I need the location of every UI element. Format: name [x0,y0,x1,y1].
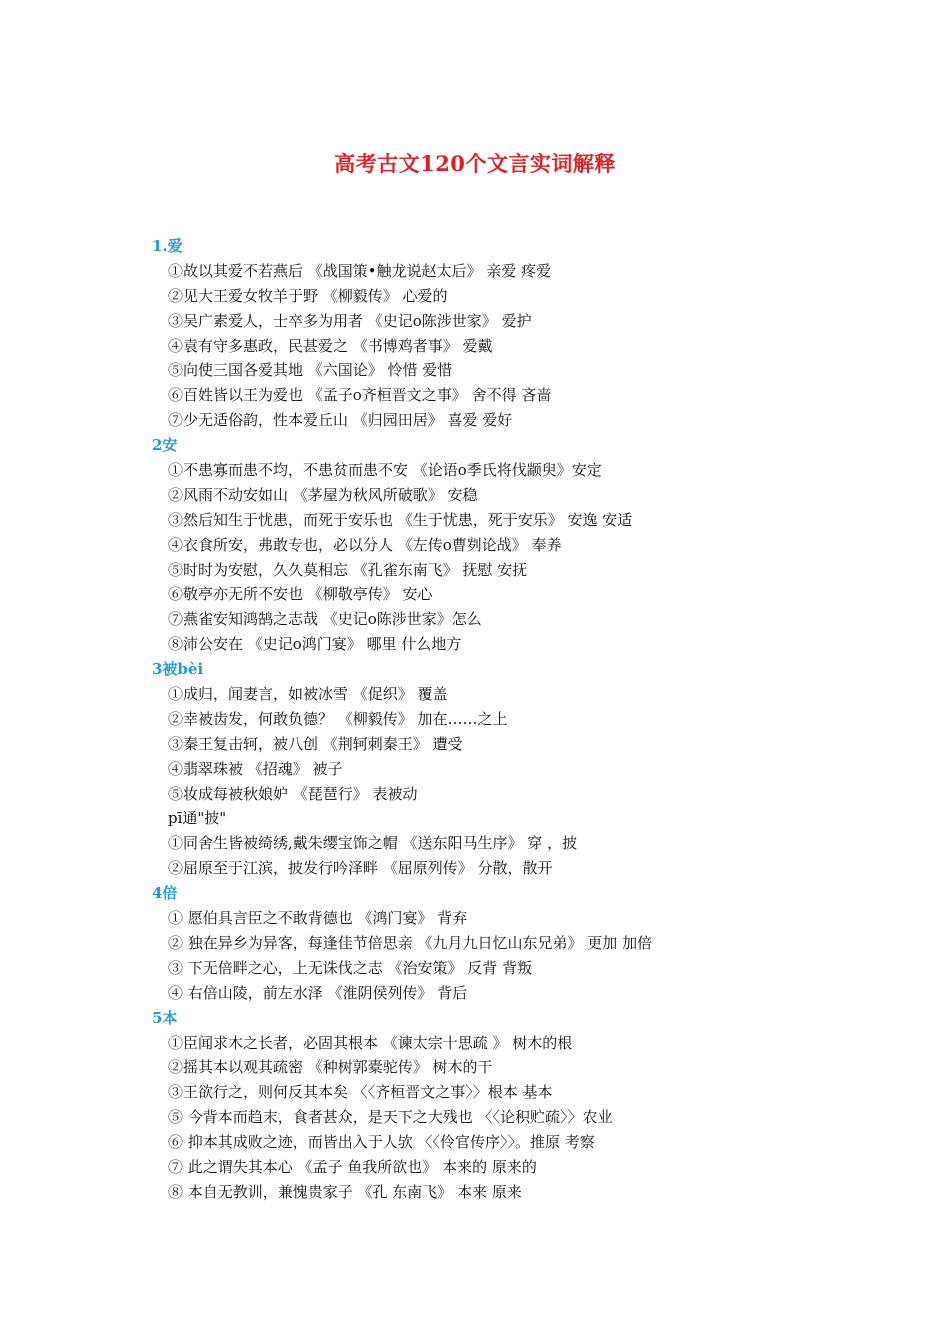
definition-line: ③然后知生于忧患，而死于安乐也 《生于忧患，死于安乐》 安逸 安适 [168,510,633,529]
entry-heading: 2安 [152,436,178,455]
definition-line: ⑧沛公安在 《史记ο鸿门宴》 哪里 什么地方 [168,635,462,654]
entry-heading: 3被bèi [152,660,204,679]
definition-line: ⑤时时为安慰，久久莫相忘 《孔雀东南飞》 抚慰 安抚 [168,560,528,579]
definition-line: ⑤ 今背本而趋末，食者甚众，是天下之大残也 〈〈论积贮疏〉〉农业 [168,1108,613,1127]
document-body [152,234,912,1205]
definition-line: ①臣闻求木之长者，必固其根本 《谏太宗十思疏 》 树木的根 [168,1033,573,1052]
definition-line: ② 独在异乡为异客，每逢佳节倍思亲 《九月九日忆山东兄弟》 更加 加倍 [168,933,653,952]
definition-line: ①故以其爱不若燕后 《战国策•触龙说赵太后》 亲爱 疼爱 [168,261,552,280]
entry-heading: 5本 [152,1008,178,1027]
definition-line: ④ 右倍山陵，前左水泽 《淮阴侯列传》 背后 [168,983,468,1002]
definition-line: ①同舍生皆被绮绣,戴朱缨宝饰之帽 《送东阳马生序》 穿 ，披 [168,834,578,853]
definition-line: ⑦ 此之谓失其本心 《孟子 鱼我所欲也》 本来的 原来的 [168,1157,537,1176]
definition-line: ⑥敬亭亦无所不安也 《柳敬亭传》 安心 [168,585,433,604]
definition-line: ⑤向使三国各爱其地 《六国论》 怜惜 爱惜 [168,361,453,380]
entry-heading: 1.爱 [152,237,183,255]
definition-line: ②幸被齿发，何敢负德？ 《柳毅传》 加在……之上 [168,709,508,728]
definition-line: ③王欲行之，则何反其本矣 〈〈齐桓晋文之事〉〉根本 基本 [168,1083,553,1102]
definition-line: ⑦少无适俗韵，性本爱丘山 《归园田居》 喜爱 爱好 [168,411,513,430]
definition-line: ②屈原至于江滨，披发行吟泽畔 《屈原列传》 分散，散开 [168,859,553,878]
reading-subheading: pī通"披" [168,809,227,828]
definition-line: ⑤妆成每被秋娘妒 《琵琶行》 表被动 [168,784,418,803]
definition-line: ②摇其本以观其疏密 《种树郭橐驼传》 树木的干 [168,1058,493,1077]
definition-line: ②见大王爱女牧羊于野 《柳毅传》 心爱的 [168,286,448,305]
entry-heading: 4倍 [152,884,178,903]
definition-line: ②风雨不动安如山 《茅屋为秋风所破歌》 安稳 [168,485,478,504]
definition-line: ⑧ 本自无教训，兼愧贵家子 《孔 东南飞》 本来 原来 [168,1182,522,1201]
definition-line: ③秦王复击轲，被八创 《荆轲刺秦王》 遭受 [168,734,463,753]
definition-line: ⑦燕雀安知鸿鹄之志哉 《史记ο陈涉世家》怎么 [168,610,482,629]
definition-line: ⑥ 抑本其成败之迹，而皆出入于人欤 〈〈伶官传序〉〉。推原 考察 [168,1133,595,1152]
definition-line: ①成归，闻妻言，如被冰雪 《促织》 覆盖 [168,685,448,704]
definition-line: ④衣食所安，弗敢专也，必以分人 《左传ο曹刿论战》 奉养 [168,535,562,554]
definition-line: ⑥百姓皆以王为爱也 《孟子ο齐桓晋文之事》 舍不得 吝啬 [168,386,552,405]
definition-line: ③ 下无倍畔之心，上无诛伐之志 《治安策》 反背 背叛 [168,958,533,977]
definition-line: ①不患寡而患不均，不患贫而患不安 《论语ο季氏将伐颛臾》安定 [168,461,602,480]
definition-line: ① 愿伯具言臣之不敢背德也 《鸿门宴》 背弃 [168,909,468,928]
page-title: 高考古文120个文言实词解释 [334,151,616,176]
definition-line: ④翡翠珠被 《招魂》 被子 [168,759,343,778]
definition-line: ④袁有守多惠政，民甚爱之 《书博鸡者事》 爱戴 [168,336,493,355]
definition-line: ③吴广素爱人，士卒多为用者 《史记ο陈涉世家》 爱护 [168,311,532,330]
